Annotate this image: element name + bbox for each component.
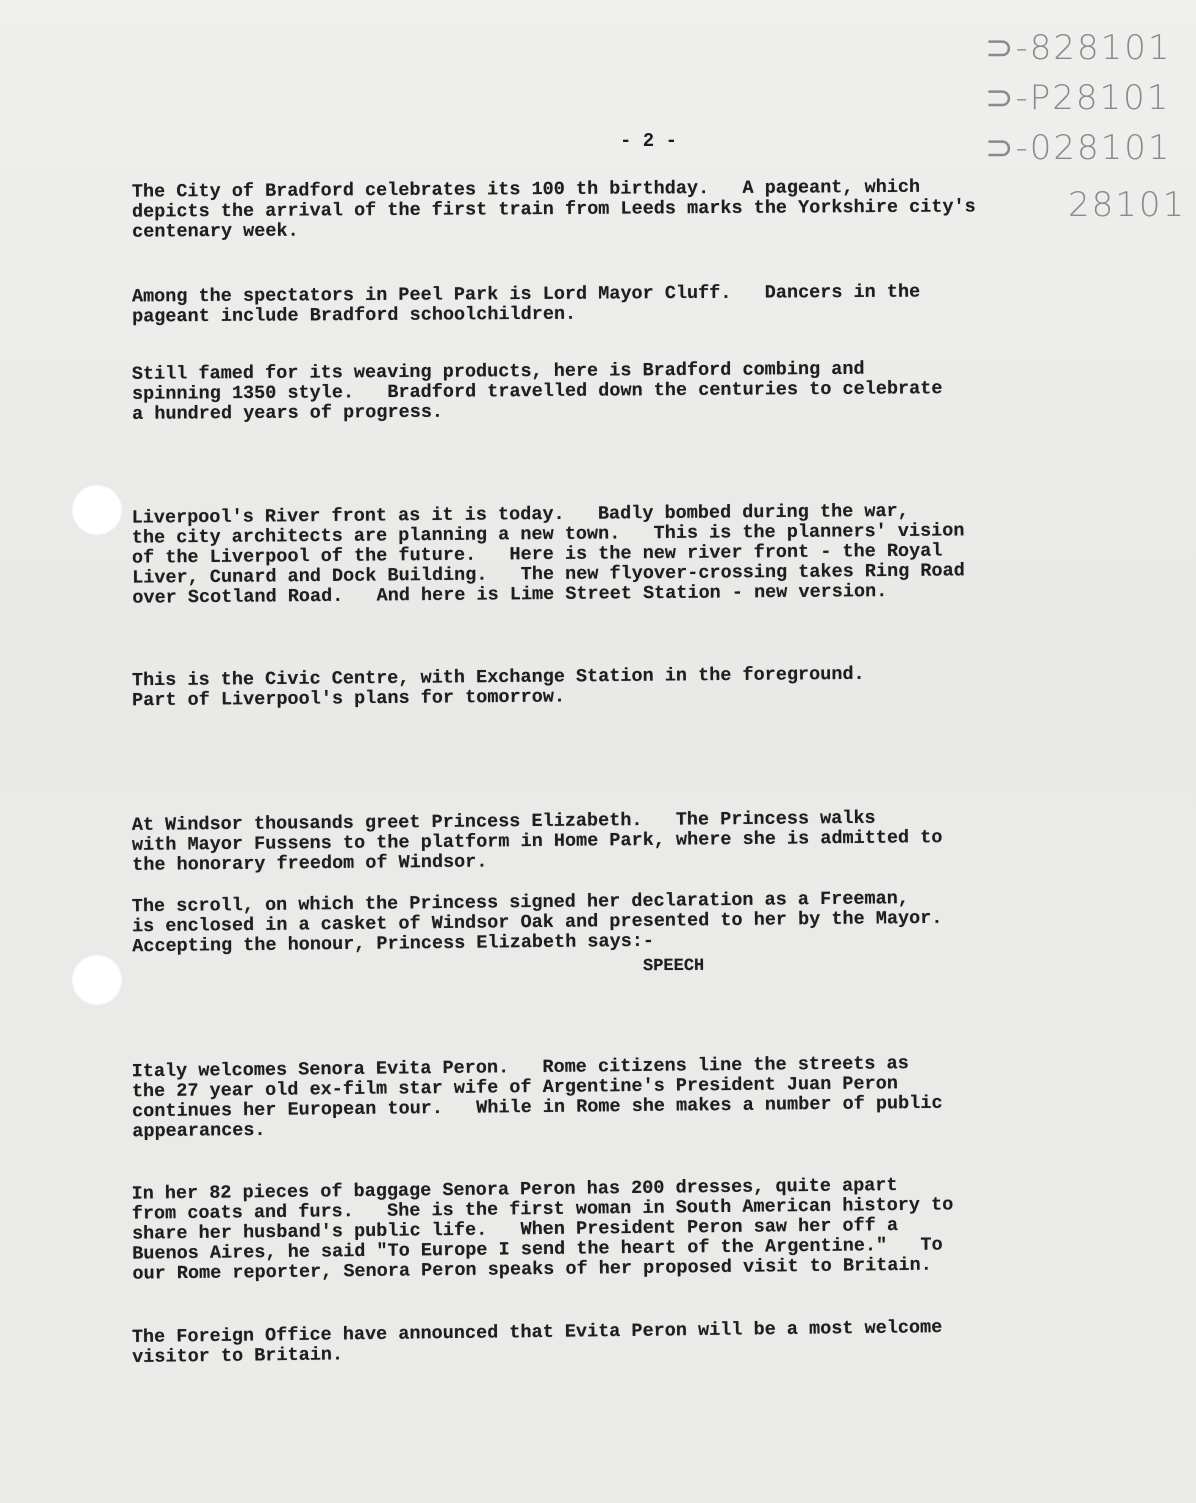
page-number: - 2 - [620,130,678,152]
paragraph-baggage: In her 82 pieces of baggage Senora Peron has 200 dresses, quite apart from coats and furs. She is the first woman in South American history to share her husband's public life. When President Peron saw her off a Buenos Aires, he said "To Europe I send the heart of the Argentine." To our Rome reporter, Senora Peron speaks of her proposed visit to Britain. [131,1174,954,1285]
speech-label: SPEECH [642,956,705,977]
paragraph-weaving: Still famed for its weaving products, here is Bradford combing and spinning 1350 style. Bradford travelled down the centuries to celebrate a hundred years of progress. [131,358,943,425]
handwritten-annotation: ⊃-828101 [985,28,1172,68]
paragraph-evita-peron: Italy welcomes Senora Evita Peron. Rome citizens line the streets as the 27 year old ex-film star wife of Argentine's President Juan Peron continues her European tour. While in Rome she makes a number of public appearances. [131,1053,943,1143]
punch-hole-bottom [72,955,122,1005]
punch-hole-top [72,485,122,535]
paragraph-windsor: At Windsor thousands greet Princess Elizabeth. The Princess walks with Mayor Fussens to the platform in Home Park, where she is admitted to the honorary freedom of Windsor. [131,807,943,876]
paragraph-scroll: The scroll, on which the Princess signed her declaration as a Freeman, is enclosed in a casket of Windsor Oak and presented to her by the Mayor. Accepting the honour, Princess Elizabeth says:- [131,888,943,958]
paragraph-liverpool-river-front: Liverpool's River front as it is today. Badly bombed during the war, the city architects are planning a new town. This is the planners' vision of the Liverpool of the future. Here is the new river front - the Royal Liver, Cunard and Dock Building. The new flyover-crossing takes Ring Road over Scotland Road. And here is Lime Street Station - new version. [131,500,965,609]
handwritten-annotation: ⊃-028101 [985,128,1172,168]
paragraph-peel-park: Among the spectators in Peel Park is Lord Mayor Cluff. Dancers in the pageant include Bradford schoolchildren. [131,281,921,328]
handwritten-annotation: ⊃-P28101 [985,78,1171,118]
paragraph-civic-centre: This is the Civic Centre, with Exchange Station in the foreground. Part of Liverpool's plans for tomorrow. [131,663,865,712]
handwritten-annotation: 28101 [1068,185,1187,225]
paragraph-foreign-office: The Foreign Office have announced that Evita Peron will be a most welcome visitor to Britain. [131,1317,943,1368]
paragraph-bradford-birthday: The City of Bradford celebrates its 100 th birthday. A pageant, which depicts the arrival of the first train from Leeds marks the Yorkshire city's centenary week. [131,176,976,243]
